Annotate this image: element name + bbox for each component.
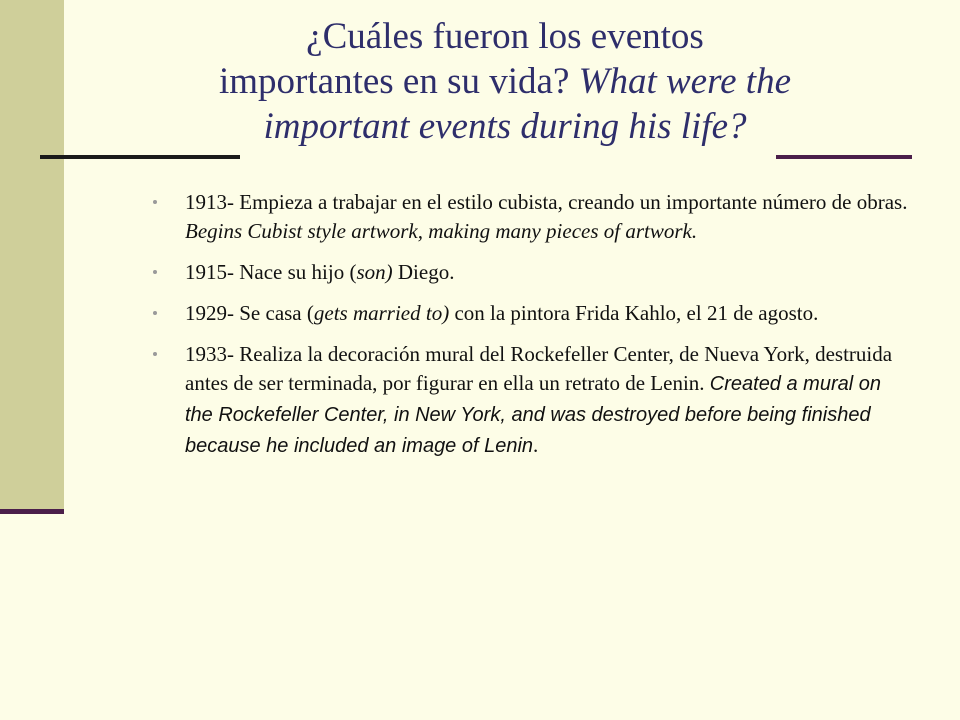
bullet-1913-english: Begins Cubist style artwork, making many pieces of artwork. xyxy=(185,219,698,243)
bullet-icon xyxy=(153,352,157,356)
title-english-line2: What were the xyxy=(578,61,791,102)
bullet-1929-english: gets married to) xyxy=(313,301,450,325)
side-band-rule xyxy=(0,509,64,514)
bullet-1915-part-c: Diego. xyxy=(392,260,455,284)
bullet-icon xyxy=(153,200,157,204)
slide-title xyxy=(100,14,910,149)
bullet-1915-english: son) xyxy=(356,260,393,284)
title-spanish-line2: importantes en su vida? xyxy=(219,61,570,102)
title-english-line3: important events during his life? xyxy=(263,106,747,147)
title-spanish-line1: ¿Cuáles fueron los eventos xyxy=(306,16,704,57)
events-list xyxy=(153,188,913,474)
bullet-1933-period: . xyxy=(533,433,539,457)
bullet-icon xyxy=(153,311,157,315)
bullet-1913-spanish: 1913- Empieza a trabajar en el estilo cubista, creando un importante número de obras. xyxy=(185,190,908,214)
title-underline-left xyxy=(40,155,240,159)
list-item xyxy=(153,258,913,287)
bullet-1933-english: Created a mural on the Rockefeller Center, in New York, and was destroyed before being finished because he included an image of Lenin xyxy=(185,373,881,457)
bullet-icon xyxy=(153,270,157,274)
side-band-decoration xyxy=(0,0,64,512)
bullet-1933-spanish: 1933- Realiza la decoración mural del Rockefeller Center, de Nueva York, destruida antes de ser terminada, por figurar en ella un retrato de Lenin. xyxy=(185,342,893,395)
list-item xyxy=(153,340,913,462)
list-item xyxy=(153,188,913,246)
bullet-1929-part-c: con la pintora Frida Kahlo, el 21 de agosto. xyxy=(449,301,819,325)
list-item xyxy=(153,299,913,328)
bullet-1915-part-a: 1915- Nace su hijo ( xyxy=(185,260,357,284)
bullet-1929-part-a: 1929- Se casa ( xyxy=(185,301,314,325)
title-underline-right xyxy=(776,155,912,159)
